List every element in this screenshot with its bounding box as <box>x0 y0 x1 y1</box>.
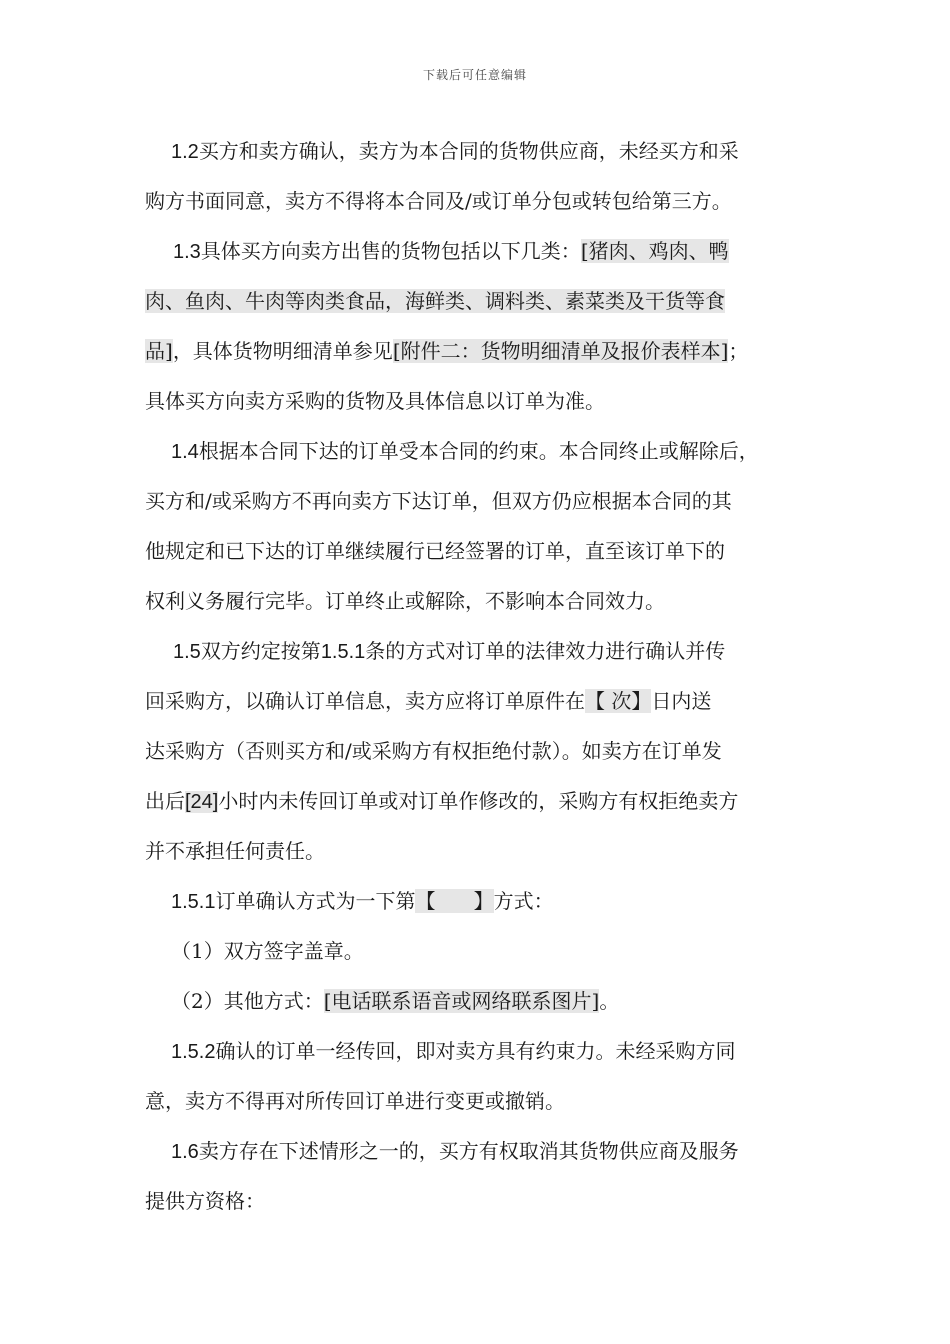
clause-1-3 <box>145 226 815 426</box>
goods-category-field-cont: 肉、鱼肉、牛肉等肉类食品，海鲜类、调料类、素菜类及干货等食 <box>145 289 725 313</box>
clause-1-5-1 <box>145 876 815 926</box>
clause-1-2-line-1: 1.2买方和卖方确认，卖方为本合同的货物供应商，未经买方和采 <box>171 139 739 163</box>
page-header: 下载后可任意编辑 <box>422 68 527 82</box>
option-2-line: （2）其他方式：[电话联系语音或网络联系图片]。 <box>171 989 620 1013</box>
clause-1-5 <box>145 626 815 876</box>
clause-1-3-line-3: 品]，具体货物明细清单参见[附件二：货物明细清单及报价表样本]； <box>145 339 749 363</box>
clause-1-4 <box>145 426 815 626</box>
option-1-line: （1）双方签字盖章。 <box>171 939 364 963</box>
clause-1-4-line-2: 买方和/或采购方不再向卖方下达订单，但双方仍应根据本合同的其 <box>145 489 732 513</box>
option-2 <box>145 976 815 1026</box>
clause-1-4-line-3: 他规定和已下达的订单继续履行已经签署的订单，直至该订单下的 <box>145 539 725 563</box>
clause-1-5-line-3: 达采购方（否则买方和/或采购方有权拒绝付款）。如卖方在订单发 <box>145 739 722 763</box>
clause-1-5-line-2: 回采购方，以确认订单信息，卖方应将订单原件在【 次】日内送 <box>145 689 712 713</box>
clause-1-5-line-1: 1.5双方约定按第1.5.1条的方式对订单的法律效力进行确认并传 <box>173 639 726 663</box>
document-body <box>145 126 815 1226</box>
confirmation-method-field: 【 】 <box>415 889 494 913</box>
clause-1-6 <box>145 1126 815 1226</box>
clause-1-4-line-4: 权利义务履行完毕。订单终止或解除，不影响本合同效力。 <box>145 589 665 613</box>
clause-1-3-line-4: 具体买方向卖方采购的货物及具体信息以订单为准。 <box>145 389 605 413</box>
option-1 <box>145 926 815 976</box>
goods-category-field-end: 品] <box>145 339 173 363</box>
clause-1-5-line-5: 并不承担任何责任。 <box>145 839 325 863</box>
other-method-field: [电话联系语音或网络联系图片] <box>323 989 600 1013</box>
attachment-reference-field: [附件二：货物明细清单及报价表样本] <box>392 339 729 363</box>
clause-1-5-1-line-1: 1.5.1订单确认方式为一下第【 】方式： <box>171 889 554 913</box>
clause-1-5-2-line-1: 1.5.2确认的订单一经传回，即对卖方具有约束力。未经采购方同 <box>171 1039 736 1063</box>
clause-1-6-line-1: 1.6卖方存在下述情形之一的，买方有权取消其货物供应商及服务 <box>171 1139 739 1163</box>
clause-1-4-line-1: 1.4根据本合同下达的订单受本合同的约束。本合同终止或解除后， <box>171 439 759 463</box>
clause-1-6-line-2: 提供方资格： <box>145 1189 265 1213</box>
clause-1-2-line-2: 购方书面同意，卖方不得将本合同及/或订单分包或转包给第三方。 <box>145 189 732 213</box>
clause-1-2 <box>145 126 815 226</box>
delivery-days-field: 【 次】 <box>585 689 652 713</box>
clause-1-3-line-1: 1.3具体买方向卖方出售的货物包括以下几类：[猪肉、鸡肉、鸭 <box>173 239 729 263</box>
response-hours-field: [24] <box>185 791 219 813</box>
goods-category-field: [猪肉、鸡肉、鸭 <box>580 239 729 263</box>
clause-1-5-2 <box>145 1026 815 1126</box>
clause-1-3-line-2 <box>145 276 815 326</box>
clause-1-5-line-4: 出后[24]小时内未传回订单或对订单作修改的，采购方有权拒绝卖方 <box>145 789 739 813</box>
clause-1-5-2-line-2: 意，卖方不得再对所传回订单进行变更或撤销。 <box>145 1089 565 1113</box>
